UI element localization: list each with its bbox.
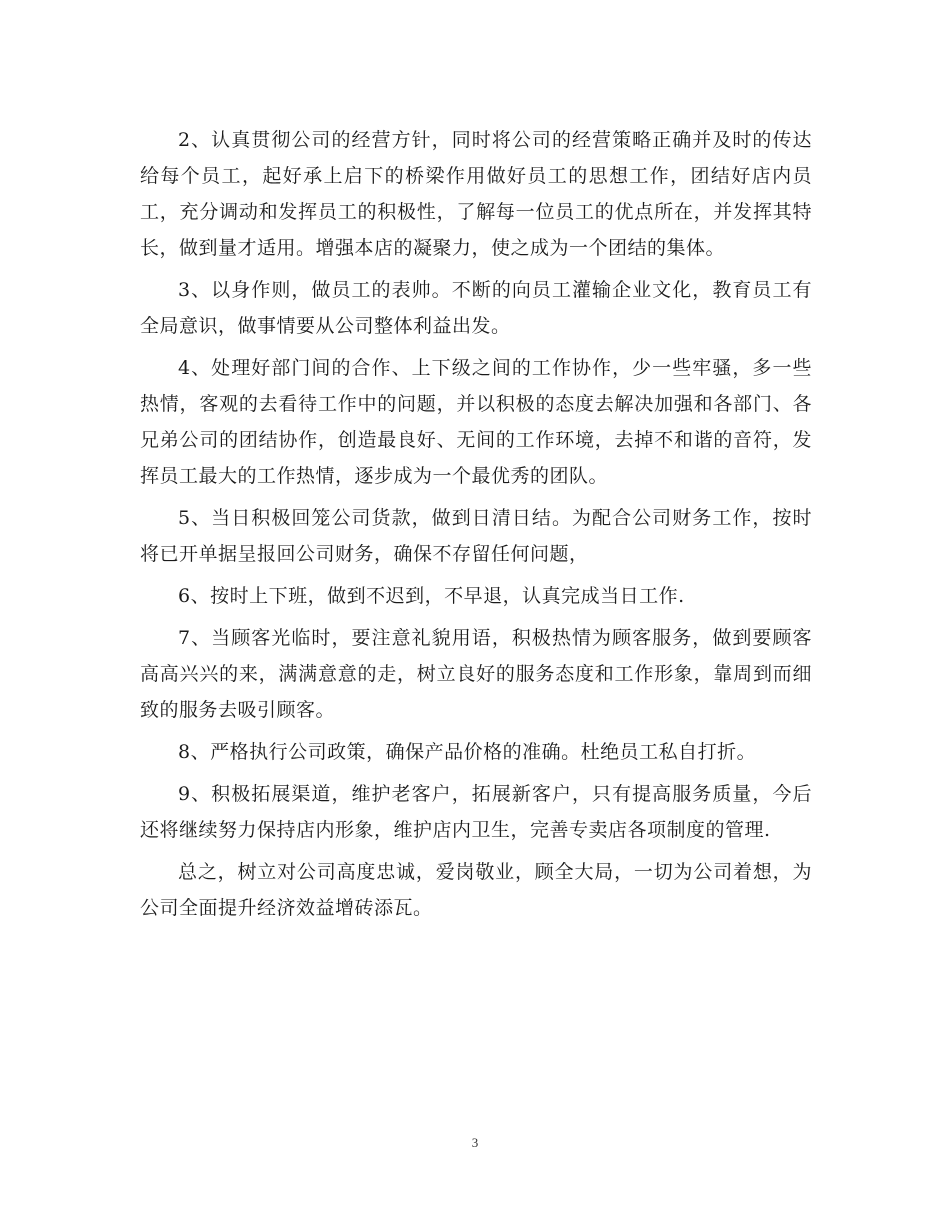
paragraph-summary: 总之，树立对公司高度忠诚，爱岗敬业，顾全大局，一切为公司着想，为公司全面提升经济效益增砖添瓦。 — [140, 861, 812, 919]
page-number: 3 — [471, 1135, 479, 1150]
paragraph-item-4: 4、处理好部门间的合作、上下级之间的工作协作，少一些牢骚，多一些热情，客观的去看待工作中的问题，并以积极的态度去解决加强和各部门、各兄弟公司的团结协作，创造最良好、无间的工作环境，去掉不和谐的音符，发挥员工最大的工作热情，逐步成为一个最优秀的团队。 — [140, 357, 812, 487]
paragraph-item-6: 6、按时上下班，做到不迟到，不早退，认真完成当日工作. — [178, 585, 685, 607]
paragraph-item-8: 8、严格执行公司政策，确保产品价格的准确。杜绝员工私自打折。 — [178, 741, 757, 763]
paragraph-item-9: 9、积极拓展渠道，维护老客户，拓展新客户，只有提高服务质量，今后还将继续努力保持店内形象，维护店内卫生，完善专卖店各项制度的管理. — [140, 783, 812, 841]
paragraph-item-3: 3、以身作则，做员工的表帅。不断的向员工灌输企业文化，教育员工有全局意识，做事情要从公司整体利益出发。 — [140, 279, 812, 337]
paragraph-item-5: 5、当日积极回笼公司货款，做到日清日结。为配合公司财务工作，按时将已开单据呈报回公司财务，确保不存留任何问题， — [140, 507, 812, 565]
paragraph-item-2: 2、认真贯彻公司的经营方针，同时将公司的经营策略正确并及时的传达给每个员工，起好承上启下的桥梁作用做好员工的思想工作，团结好店内员工，充分调动和发挥员工的积极性，了解每一位员工的优点所在，并发挥其特长，做到量才适用。增强本店的凝聚力，使之成为一个团结的集体。 — [140, 129, 812, 259]
document-body — [140, 122, 812, 932]
paragraph-item-7: 7、当顾客光临时，要注意礼貌用语，积极热情为顾客服务，做到要顾客高高兴兴的来，满满意意的走，树立良好的服务态度和工作形象，靠周到而细致的服务去吸引顾客。 — [140, 627, 812, 721]
